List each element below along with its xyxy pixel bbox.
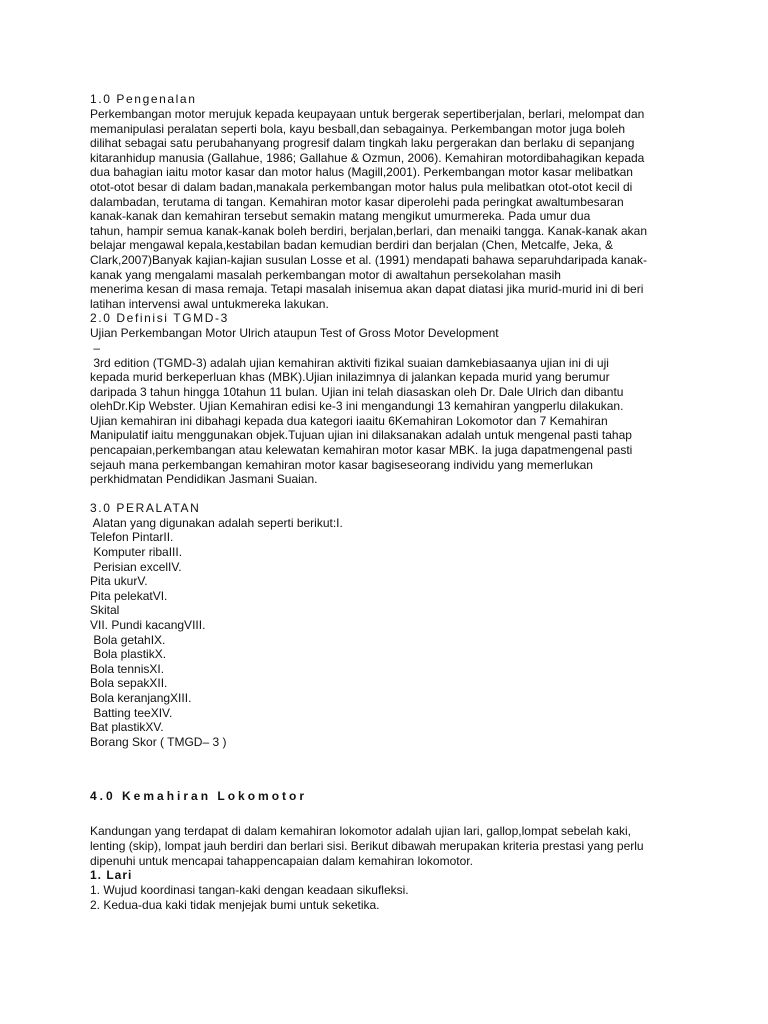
list-item: Bola getahIX. [90, 632, 166, 647]
definisi-body [90, 326, 690, 487]
peralatan-list [90, 516, 690, 750]
section-peralatan [90, 501, 690, 750]
text-line: tahun, hampir semua kanak-kanak boleh berdiri, berjalan,berlari, dan menaiki tangga. Kanak-kanak akan [90, 223, 647, 238]
text-line: belajar mengawal kepala,kestabilan badan kemudian berdiri dan berjalan (Chen, Metcalfe, Jeka, & [90, 238, 613, 253]
heading-definisi: 2.0 Definisi TGMD-3 [90, 311, 229, 326]
text-line: perkhidmatan Pendidikan Jasmani Suaian. [90, 472, 318, 487]
text-line: lenting (skip), lompat jauh berdiri dan berlari sisi. Berikut dibawah merupakan kriteria prestasi yang perlu [90, 838, 644, 853]
text-line: menerima kesan di masa remaja. Tetapi masalah inisemua akan dapat diatasi jika murid-murid ini di beri [90, 282, 644, 297]
spacer [90, 487, 690, 501]
heading-lokomotor: 4.0 Kemahiran Lokomotor [90, 789, 308, 804]
list-item: Telefon PintarII. [90, 530, 174, 545]
text-line: sejauh mana perkembangan kemahiran motor kasar bagiseseorang individu yang memerlukan [90, 457, 593, 472]
text-line: dilihat sebagai satu perubahanyang progresif dalam tingkah laku pergerakan dan berlaku di sepanjang [90, 136, 635, 151]
document-page [90, 92, 690, 912]
heading-peralatan: 3.0 PERALATAN [90, 500, 201, 515]
text-line: dua bahagian iaitu motor kasar dan motor halus (Magill,2001). Perkembangan motor kasar melibatkan [90, 165, 633, 180]
text-line: dalambadan, terutama di tangan. Kemahiran motor kasar diperolehi pada peringkat awaltumbesaran [90, 194, 624, 209]
list-item: Skital [90, 603, 120, 618]
text-line: kitaranhidup manusia (Gallahue, 1986; Gallahue & Ozmun, 2006). Kemahiran motordibahagikan kepada [90, 150, 645, 165]
text-line: Kandungan yang terdapat di dalam kemahiran lokomotor adalah ujian lari, gallop,lompat sebelah kaki, [90, 824, 632, 839]
spacer [90, 804, 690, 824]
text-line: – [90, 340, 101, 355]
text-line: Ujian Perkembangan Motor Ulrich ataupun Test of Gross Motor Development [90, 326, 499, 341]
text-line: Ujian kemahiran ini dibahagi kepada dua kategori iaaitu 6Kemahiran Lokomotor dan 7 Kemahiran [90, 413, 608, 428]
section-definisi [90, 311, 690, 487]
section-pengenalan [90, 92, 690, 311]
text-line: kanak yang mengalami masalah perkembangan motor di awaltahun persekolahan masih [90, 267, 561, 282]
list-item: Bola plastikX. [90, 647, 167, 662]
pengenalan-body [90, 107, 690, 311]
list-item: Pita ukurV. [90, 574, 148, 589]
list-item: VII. Pundi kacangVIII. [90, 618, 206, 632]
heading-pengenalan: 1.0 Pengenalan [90, 92, 197, 106]
spacer [90, 749, 690, 789]
list-item: 2. Kedua-dua kaki tidak menjejak bumi untuk seketika. [90, 897, 380, 912]
list-item: Borang Skor ( TMGD– 3 ) [90, 734, 227, 749]
text-line: Perkembangan motor merujuk kepada keupayaan untuk bergerak sepertiberjalan, berlari, melompat dan [90, 107, 645, 121]
text-line: Clark,2007)Banyak kajian-kajian susulan Losse et al. (1991) mendapati bahawa separuhdaripada kanak- [90, 252, 648, 267]
list-item: Bola tennisXI. [90, 661, 165, 676]
list-item: Perisian excelIV. [90, 559, 182, 574]
text-line: olehDr.Kip Webster. Ujian Kemahiran edisi ke-3 ini mengandungi 13 kemahiran yangperlu dilakukan. [90, 399, 624, 414]
list-item: Komputer ribaIII. [90, 545, 183, 560]
lokomotor-body [90, 824, 690, 868]
list-item: Batting teeXIV. [90, 705, 173, 720]
subheading-lari: 1. Lari [90, 868, 133, 883]
text-line: latihan intervensi awal untukmereka lakukan. [90, 296, 329, 311]
text-line: kanak-kanak dan kemahiran tersebut semakin matang mengikut umurmereka. Pada umur dua [90, 209, 591, 224]
list-item: Pita pelekatVI. [90, 588, 168, 603]
text-line: dipenuhi untuk mencapai tahappencapaian dalam kemahiran lokomotor. [90, 853, 473, 868]
list-item: Alatan yang digunakan adalah seperti berikut:I. [90, 515, 343, 530]
text-line: kepada murid berkeperluan khas (MBK).Ujian inilazimnya di jalankan kepada murid yang berumur [90, 370, 610, 385]
list-item: Bola sepakXII. [90, 676, 168, 691]
text-line: 3rd edition (TGMD-3) adalah ujian kemahiran aktiviti fizikal suaian damkebiasaanya ujian ini di uji [90, 355, 609, 370]
text-line: pencapaian,perkembangan atau kelewatan kemahiran motor kasar MBK. Ia juga dapatmengenal pasti [90, 443, 633, 458]
text-line: otot-otot besar di dalam badan,manakala perkembangan motor halus pula melibatkan otot-otot kecil di [90, 179, 633, 194]
list-item: Bat plastikXV. [90, 720, 164, 735]
text-line: Manipulatif iaitu menggunakan objek.Tujuan ujian ini dilaksanakan adalah untuk mengenal pasti tahap [90, 428, 632, 443]
text-line: memanipulasi peralatan seperti bola, kayu besball,dan sebagainya. Perkembangan motor juga boleh [90, 121, 626, 136]
lari-criteria [90, 883, 690, 912]
text-line: daripada 3 tahun hingga 10tahun 11 bulan. Ujian ini telah diasaskan oleh Dr. Dale Ulrich dan dibantu [90, 384, 624, 399]
list-item: 1. Wujud koordinasi tangan-kaki dengan keadaan sikufleksi. [90, 883, 409, 898]
list-item: Bola keranjangXIII. [90, 690, 192, 705]
section-lokomotor [90, 789, 690, 912]
